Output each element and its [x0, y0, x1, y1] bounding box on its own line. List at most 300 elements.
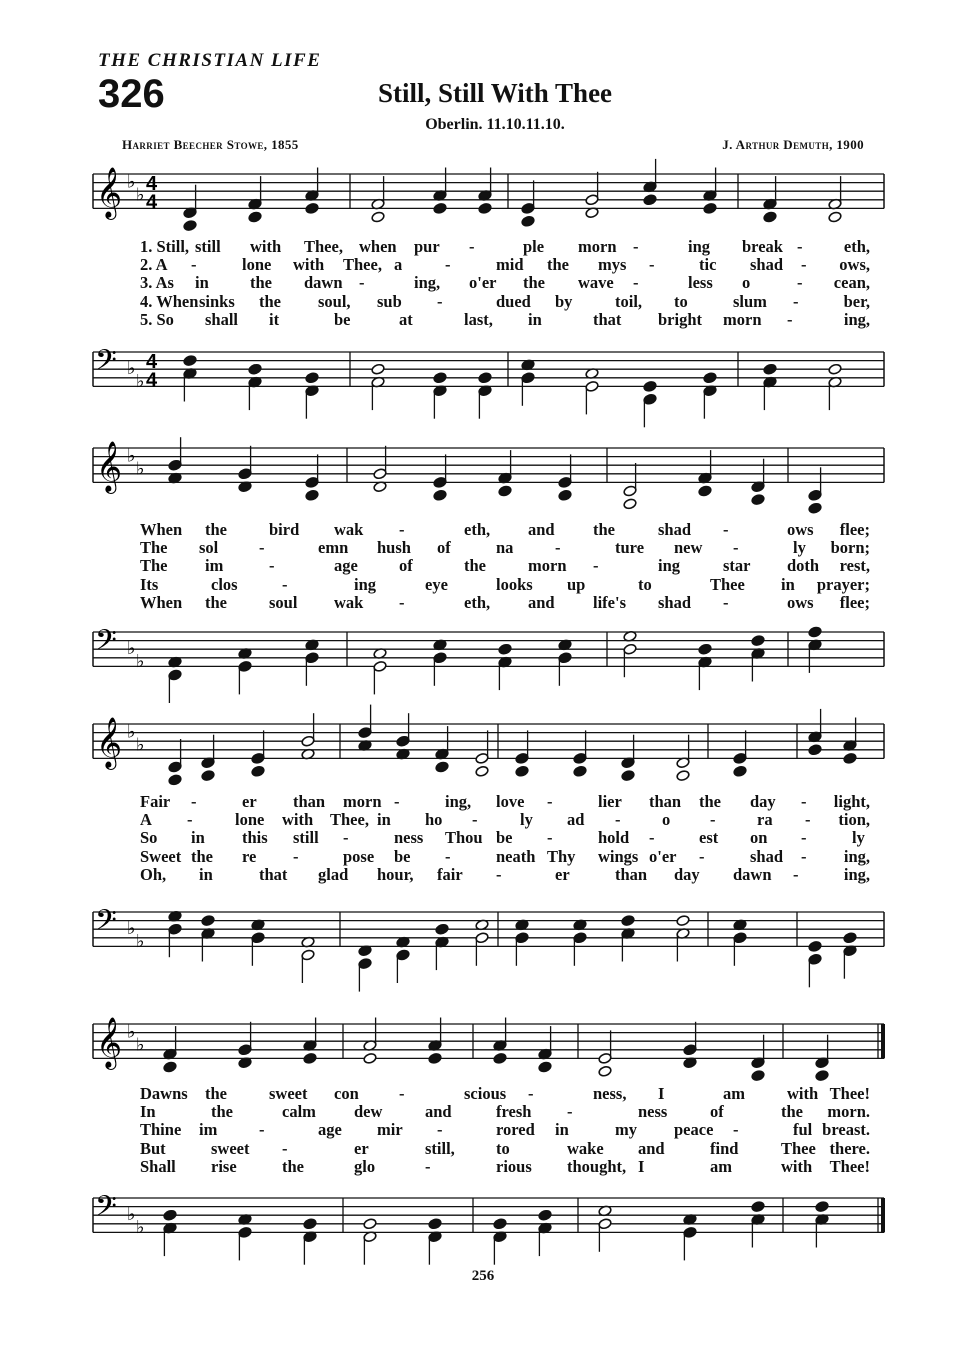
- lyric-syllable: morn: [578, 237, 617, 256]
- treble-clef-icon: 𝄞: [96, 1017, 123, 1068]
- lyric-syllable: wak: [334, 520, 364, 539]
- lyric-syllable: am: [723, 1084, 745, 1103]
- page-number: 256: [471, 1268, 495, 1284]
- lyric-syllable: shad: [658, 592, 692, 612]
- lyric-syllable: looks: [496, 574, 533, 594]
- lyric-syllable: Thee,: [330, 810, 369, 830]
- lyric-syllable: ly: [520, 810, 533, 830]
- lyric-syllable: to: [674, 291, 688, 311]
- lyric-syllable: wings: [598, 846, 639, 866]
- note-head: [493, 1218, 507, 1230]
- lyric-syllable: Sweet: [140, 846, 182, 866]
- lyric-syllable: dawn: [304, 273, 343, 293]
- lyric-syllable: ture: [615, 538, 645, 558]
- lyric-hyphen: -: [472, 810, 478, 830]
- lyric-syllable: na: [496, 538, 514, 558]
- lyric-syllable: mys: [598, 255, 627, 275]
- lyric-syllable: ows: [787, 520, 814, 539]
- lyric-syllable: morn: [343, 792, 382, 811]
- lyric-syllable: ing,: [843, 864, 870, 884]
- note-head: [815, 1201, 829, 1213]
- lyric-syllable: lone: [235, 810, 265, 830]
- lyric-syllable: day: [750, 792, 776, 811]
- lyric-syllable: eye: [425, 574, 448, 594]
- lyric-syllable: Thee,: [304, 237, 343, 256]
- lyric-syllable: break: [742, 237, 783, 256]
- time-signature-top: 4: [146, 173, 158, 196]
- lyric-hyphen: -: [593, 556, 599, 576]
- lyric-hyphen: -: [445, 255, 451, 275]
- lyric-syllable: ows: [787, 592, 814, 612]
- lyric-hyphen: -: [547, 828, 553, 848]
- lyric-syllable: dawn: [733, 864, 772, 884]
- lyric-syllable: still: [293, 828, 319, 848]
- note-head: [751, 1070, 765, 1082]
- lyric-hyphen: -: [733, 538, 739, 558]
- lyric-hyphen: -: [399, 1084, 405, 1103]
- flat-icon: ♭: [127, 171, 136, 193]
- lyric-syllable: there.: [829, 1138, 870, 1158]
- lyric-hyphen: -: [699, 846, 705, 866]
- lyric-syllable: born;: [830, 538, 870, 558]
- lyric-hyphen: -: [187, 810, 193, 830]
- lyric-syllable: of: [399, 556, 413, 576]
- lyric-syllable: with: [293, 255, 325, 275]
- note-head: [363, 1052, 377, 1064]
- lyric-syllable: ing: [354, 574, 377, 594]
- lyric-syllable: with: [250, 237, 282, 256]
- lyric-syllable: by: [555, 291, 573, 311]
- lyric-syllable: sub: [377, 291, 402, 311]
- lyric-syllable: shall: [205, 309, 239, 329]
- lyric-hyphen: -: [437, 291, 443, 311]
- lyric-syllable: the: [259, 291, 281, 311]
- lyric-syllable: er: [242, 792, 257, 811]
- note-head: [303, 1218, 317, 1230]
- lyric-syllable: to: [638, 574, 652, 594]
- lyric-syllable: still: [195, 237, 221, 256]
- lyric-syllable: ful: [793, 1120, 813, 1140]
- lyric-syllable: with: [282, 810, 314, 830]
- lyric-syllable: the: [781, 1102, 803, 1122]
- lyric-hyphen: -: [394, 792, 400, 811]
- lyric-syllable: Oh,: [140, 864, 167, 884]
- bass-clef-icon: 𝄢: [95, 624, 117, 664]
- time-signature-top: 4: [146, 351, 158, 374]
- lyric-syllable: and: [528, 520, 555, 539]
- lyric-syllable: er: [354, 1138, 369, 1158]
- note-head: [751, 1201, 765, 1213]
- flat-icon: ♭: [136, 184, 145, 206]
- lyric-syllable: in: [199, 864, 213, 884]
- lyric-syllable: Thee: [710, 574, 745, 594]
- lyric-syllable: light,: [833, 792, 870, 811]
- lyric-syllable: rious: [496, 1156, 532, 1176]
- lyric-syllable: o: [742, 273, 751, 293]
- lyric-hyphen: -: [801, 828, 807, 848]
- flat-icon: ♭: [127, 638, 136, 660]
- lyric-syllable: than: [615, 864, 648, 884]
- lyric-syllable: hush: [377, 538, 411, 558]
- lyric-syllable: life's: [593, 592, 626, 612]
- lyric-hyphen: -: [445, 846, 451, 866]
- lyric-syllable: sol: [199, 538, 219, 558]
- lyric-syllable: peace: [674, 1120, 714, 1140]
- lyric-hyphen: -: [793, 291, 799, 311]
- lyric-hyphen: -: [723, 520, 729, 539]
- bass-clef-icon: 𝄢: [95, 1190, 117, 1230]
- lyric-syllable: Its: [140, 574, 159, 594]
- lyric-syllable: ing,: [843, 846, 870, 866]
- lyric-syllable: scious: [464, 1084, 507, 1103]
- lyric-hyphen: -: [567, 1102, 573, 1122]
- lyric-syllable: im: [205, 556, 224, 576]
- lyric-syllable: 2. A: [140, 255, 168, 275]
- lyric-syllable: last,: [464, 309, 493, 329]
- lyric-syllable: with: [781, 1156, 813, 1176]
- lyric-syllable: be: [334, 309, 351, 329]
- lyric-syllable: pose: [343, 846, 375, 866]
- lyric-hyphen: -: [801, 255, 807, 275]
- lyric-syllable: age: [334, 556, 358, 576]
- flat-icon: ♭: [136, 651, 145, 673]
- lyric-syllable: wave: [578, 273, 614, 293]
- lyric-syllable: rise: [211, 1156, 237, 1176]
- lyric-syllable: flee;: [839, 520, 870, 539]
- lyric-syllable: Fair: [140, 792, 171, 811]
- lyric-syllable: this: [242, 828, 268, 848]
- lyric-syllable: dued: [496, 291, 531, 311]
- flat-icon: ♭: [127, 1021, 136, 1043]
- lyric-syllable: I: [658, 1084, 665, 1103]
- lyric-syllable: sweet: [269, 1084, 308, 1103]
- lyric-hyphen: -: [528, 1084, 534, 1103]
- lyric-syllable: clos: [211, 574, 238, 594]
- lyric-syllable: in: [191, 828, 205, 848]
- lyric-syllable: rored: [496, 1120, 535, 1140]
- lyric-hyphen: -: [797, 237, 803, 256]
- lyric-syllable: ing: [688, 237, 711, 256]
- lyric-syllable: in: [195, 273, 209, 293]
- lyric-syllable: Dawns: [140, 1084, 188, 1103]
- lyric-hyphen: -: [723, 592, 729, 612]
- flat-icon: ♭: [136, 458, 145, 480]
- lyric-syllable: mir: [377, 1120, 403, 1140]
- flat-icon: ♭: [127, 1204, 136, 1226]
- lyric-syllable: my: [615, 1120, 637, 1140]
- lyric-syllable: 4. When: [140, 291, 199, 311]
- lyric-syllable: Thee!: [829, 1156, 870, 1176]
- lyric-syllable: thought,: [567, 1156, 627, 1176]
- lyric-syllable: ing: [658, 556, 681, 576]
- section-heading: THE CHRISTIAN LIFE: [98, 50, 322, 71]
- lyric-syllable: So: [140, 828, 158, 848]
- lyric-syllable: In: [140, 1102, 156, 1122]
- flat-icon: ♭: [136, 371, 145, 393]
- lyric-syllable: and: [528, 592, 555, 612]
- lyric-syllable: when: [359, 237, 397, 256]
- lyric-syllable: But: [140, 1138, 166, 1158]
- bass-staff: [93, 1190, 884, 1265]
- lyric-syllable: I: [638, 1156, 645, 1176]
- lyric-syllable: emn: [318, 538, 349, 558]
- lyric-hyphen: -: [293, 846, 299, 866]
- lyric-syllable: The: [140, 538, 168, 558]
- lyric-syllable: that: [593, 309, 622, 329]
- lyric-syllable: glo: [354, 1156, 376, 1176]
- lyric-syllable: Thou: [445, 828, 483, 848]
- lyric-syllable: 3. As: [140, 273, 174, 293]
- lyric-syllable: Thee,: [343, 255, 382, 275]
- note-head: [493, 1052, 507, 1064]
- lyric-syllable: morn: [723, 309, 762, 329]
- bass-clef-icon: 𝄢: [95, 344, 117, 384]
- lyric-syllable: rest,: [839, 556, 870, 576]
- lyric-syllable: the: [464, 556, 486, 576]
- lyric-syllable: soul,: [318, 291, 351, 311]
- lyric-hyphen: -: [282, 574, 288, 594]
- lyric-syllable: a: [394, 255, 403, 275]
- lyric-syllable: day: [674, 864, 700, 884]
- lyric-syllable: When: [140, 520, 183, 539]
- lyric-syllable: the: [191, 846, 213, 866]
- lyric-syllable: age: [318, 1120, 342, 1140]
- lyric-syllable: the: [282, 1156, 304, 1176]
- lyric-syllable: sweet: [211, 1138, 250, 1158]
- lyric-syllable: the: [593, 520, 615, 539]
- lyric-syllable: wak: [334, 592, 364, 612]
- lyric-syllable: glad: [318, 864, 349, 884]
- lyric-syllable: tion,: [838, 810, 870, 830]
- flat-icon: ♭: [127, 445, 136, 467]
- lyric-syllable: ho: [425, 810, 443, 830]
- lyric-hyphen: -: [733, 1120, 739, 1140]
- lyric-syllable: 5. So: [140, 309, 174, 329]
- lyric-syllable: the: [547, 255, 569, 275]
- tune-meter: Oberlin. 11.10.11.10.: [425, 116, 565, 133]
- lyric-syllable: ber,: [843, 291, 870, 311]
- note-head: [363, 1218, 377, 1230]
- lyric-syllable: flee;: [839, 592, 870, 612]
- lyric-hyphen: -: [801, 846, 807, 866]
- note-head: [538, 1061, 552, 1073]
- lyric-hyphen: -: [399, 520, 405, 539]
- flat-icon: ♭: [127, 918, 136, 940]
- lyric-syllable: eth,: [464, 592, 491, 612]
- lyric-syllable: ness,: [593, 1084, 627, 1103]
- lyric-hyphen: -: [633, 273, 639, 293]
- lyric-syllable: shad: [750, 255, 784, 275]
- lyric-syllable: the: [205, 592, 227, 612]
- lyric-syllable: prayer;: [816, 574, 870, 594]
- lyric-syllable: Thy: [547, 846, 576, 866]
- lyric-syllable: on: [750, 828, 768, 848]
- lyric-syllable: Thee!: [829, 1084, 870, 1103]
- lyric-syllable: than: [649, 792, 682, 811]
- lyric-syllable: im: [199, 1120, 218, 1140]
- lyric-syllable: morn.: [827, 1102, 870, 1122]
- lyric-syllable: bright: [658, 309, 703, 329]
- lyric-syllable: am: [710, 1156, 732, 1176]
- lyric-syllable: in: [555, 1120, 569, 1140]
- lyric-syllable: less: [688, 273, 713, 293]
- time-signature-bottom: 4: [146, 191, 158, 214]
- lyric-hyphen: -: [191, 792, 197, 811]
- hymn-title: Still, Still With Thee: [377, 78, 613, 108]
- lyric-hyphen: -: [425, 1156, 431, 1176]
- lyric-hyphen: -: [801, 792, 807, 811]
- lyric-hyphen: -: [793, 864, 799, 884]
- lyric-syllable: the: [205, 1084, 227, 1103]
- note-head: [163, 1061, 177, 1073]
- lyric-syllable: ing,: [445, 792, 472, 811]
- lyric-syllable: than: [293, 792, 326, 811]
- lyric-hyphen: -: [555, 538, 561, 558]
- lyric-syllable: When: [140, 592, 183, 612]
- lyric-hyphen: -: [343, 828, 349, 848]
- lyric-syllable: est: [699, 828, 719, 848]
- lyric-syllable: new: [674, 538, 703, 558]
- lyric-syllable: still,: [425, 1138, 455, 1158]
- note-head: [428, 1218, 442, 1230]
- flat-icon: ♭: [127, 721, 136, 743]
- lyric-syllable: A: [140, 810, 152, 830]
- lyric-hyphen: -: [797, 273, 803, 293]
- note-head: [428, 1052, 442, 1064]
- lyric-syllable: ness: [638, 1102, 668, 1122]
- lyric-syllable: slum: [733, 291, 767, 311]
- lyric-syllable: ra: [757, 810, 773, 830]
- lyric-hyphen: -: [805, 810, 811, 830]
- lyric-syllable: in: [781, 574, 795, 594]
- lyric-syllable: Shall: [140, 1156, 176, 1176]
- lyric-hyphen: -: [191, 255, 197, 275]
- lyric-syllable: be: [496, 828, 513, 848]
- lyric-syllable: o'er: [469, 273, 497, 293]
- lyric-syllable: mid: [496, 255, 524, 275]
- lyric-hyphen: -: [259, 538, 265, 558]
- lyric-hyphen: -: [547, 792, 553, 811]
- lyric-syllable: hour,: [377, 864, 414, 884]
- lyric-syllable: bird: [269, 520, 300, 539]
- time-signature-bottom: 4: [146, 369, 158, 392]
- lyric-syllable: breast.: [822, 1120, 870, 1140]
- lyric-syllable: hold: [598, 828, 630, 848]
- bass-clef-icon: 𝄢: [95, 904, 117, 944]
- lyric-syllable: ad: [567, 810, 585, 830]
- lyric-syllable: re: [242, 846, 257, 866]
- lyric-syllable: Thee: [781, 1138, 816, 1158]
- lyric-syllable: con: [334, 1084, 359, 1103]
- lyric-hyphen: -: [633, 237, 639, 256]
- lyric-syllable: tic: [699, 255, 717, 275]
- lyric-syllable: shad: [658, 520, 692, 539]
- lyric-syllable: sinks: [199, 291, 235, 311]
- lyric-syllable: it: [269, 309, 280, 329]
- lyric-syllable: shad: [750, 846, 784, 866]
- lyric-syllable: soul: [269, 592, 298, 612]
- flat-icon: ♭: [136, 1034, 145, 1056]
- lyric-syllable: er: [555, 864, 570, 884]
- lyric-syllable: in: [377, 810, 391, 830]
- treble-clef-icon: 𝄞: [96, 167, 123, 218]
- lyric-syllable: at: [399, 309, 413, 329]
- lyric-hyphen: -: [496, 864, 502, 884]
- lyric-syllable: eth,: [843, 237, 870, 256]
- lyric-syllable: o: [662, 810, 671, 830]
- lyric-syllable: the: [250, 273, 272, 293]
- lyric-syllable: morn: [528, 556, 567, 576]
- lyric-syllable: 1. Still,: [140, 237, 190, 256]
- lyric-syllable: of: [437, 538, 451, 558]
- lyric-hyphen: -: [359, 273, 365, 293]
- lyric-hyphen: -: [649, 255, 655, 275]
- lyric-syllable: star: [723, 556, 751, 576]
- lyric-syllable: dew: [354, 1102, 383, 1122]
- treble-clef-icon: 𝄞: [96, 441, 123, 492]
- hymn-number: 326: [98, 72, 165, 116]
- lyric-syllable: the: [699, 792, 721, 811]
- lyric-syllable: in: [528, 309, 542, 329]
- lyric-syllable: o'er: [649, 846, 677, 866]
- lyric-hyphen: -: [269, 556, 275, 576]
- lyric-syllable: wake: [567, 1138, 604, 1158]
- lyric-syllable: the: [523, 273, 545, 293]
- lyric-hyphen: -: [649, 828, 655, 848]
- flat-icon: ♭: [136, 931, 145, 953]
- lyric-syllable: and: [425, 1102, 452, 1122]
- lyric-syllable: neath: [496, 846, 536, 866]
- lyric-hyphen: -: [259, 1120, 265, 1140]
- note-head: [163, 1209, 177, 1221]
- lyric-syllable: ness: [394, 828, 424, 848]
- lyric-hyphen: -: [615, 810, 621, 830]
- lyric-syllable: with: [787, 1084, 819, 1103]
- lyric-syllable: ly: [852, 828, 865, 848]
- note-head: [815, 1070, 829, 1082]
- lyric-hyphen: -: [437, 1120, 443, 1140]
- lyric-syllable: ly: [793, 538, 806, 558]
- lyric-hyphen: -: [787, 309, 793, 329]
- lyric-syllable: love: [496, 792, 525, 811]
- note-head: [538, 1209, 552, 1221]
- lyric-syllable: toil,: [615, 291, 643, 311]
- lyric-syllable: eth,: [464, 520, 491, 539]
- lyric-syllable: up: [567, 574, 586, 594]
- author-credit: Harriet Beecher Stowe, 1855: [122, 137, 299, 152]
- treble-clef-icon: 𝄞: [96, 717, 123, 768]
- flat-icon: ♭: [136, 734, 145, 756]
- lyric-syllable: the: [211, 1102, 233, 1122]
- lyric-hyphen: -: [469, 237, 475, 256]
- lyric-syllable: fresh: [496, 1102, 532, 1122]
- lyric-syllable: be: [394, 846, 411, 866]
- lyric-syllable: ing,: [414, 273, 441, 293]
- lyric-syllable: ing,: [843, 309, 870, 329]
- lyric-syllable: doth: [787, 556, 820, 576]
- lyric-syllable: lier: [598, 792, 622, 811]
- lyric-syllable: fair: [437, 864, 463, 884]
- lyric-syllable: ple: [523, 237, 545, 256]
- lyric-syllable: the: [205, 520, 227, 539]
- note-head: [598, 1065, 612, 1077]
- lyric-syllable: pur: [414, 237, 440, 256]
- lyric-syllable: The: [140, 556, 168, 576]
- lyric-hyphen: -: [399, 592, 405, 612]
- flat-icon: ♭: [127, 358, 136, 380]
- treble-staff: [93, 1017, 884, 1082]
- lyric-hyphen: -: [282, 1138, 288, 1158]
